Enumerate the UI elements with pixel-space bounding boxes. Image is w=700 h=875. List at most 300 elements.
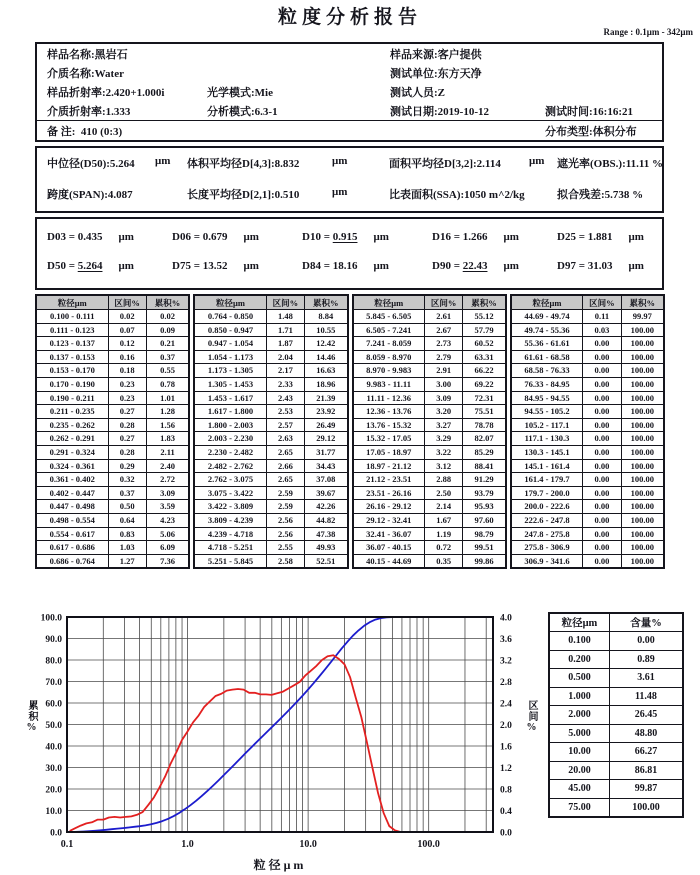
- x-axis-tick: 1.0: [181, 839, 194, 850]
- cumulative-cell: 88.41: [463, 459, 506, 473]
- cumulative-cell: 75.51: [463, 405, 506, 419]
- table-row: [511, 391, 664, 405]
- cumulative-cell: 0.21: [146, 337, 189, 351]
- table-row: [353, 323, 506, 337]
- cumulative-cell: 1.01: [146, 391, 189, 405]
- column-header: 累积%: [463, 295, 506, 310]
- right-axis-tick: 2.4: [500, 699, 512, 710]
- size-range-cell: 1.800 - 2.003: [194, 418, 266, 432]
- interval-cell: 0.00: [583, 527, 621, 541]
- interval-cell: 2.63: [266, 432, 304, 446]
- column-header: 粒径μm: [511, 295, 583, 310]
- interval-cell: 0.72: [425, 541, 463, 555]
- size-range-cell: 0.764 - 0.850: [194, 310, 266, 324]
- cumulative-cell: 100.00: [621, 486, 664, 500]
- table-row: [194, 350, 347, 364]
- size-range-cell: 306.9 - 341.6: [511, 554, 583, 568]
- size-range-cell: 32.41 - 36.07: [353, 527, 425, 541]
- cumulative-cell: 99.97: [621, 310, 664, 324]
- interval-cell: 2.58: [266, 554, 304, 568]
- interval-cell: 2.61: [425, 310, 463, 324]
- interval-cell: 0.83: [108, 527, 146, 541]
- size-range-cell: 8.970 - 9.983: [353, 364, 425, 378]
- interval-cell: 0.00: [583, 445, 621, 459]
- test-time: 测试时间:16:16:21: [545, 106, 633, 118]
- table-row: [511, 323, 664, 337]
- cumulative-cell: 10.55: [305, 323, 348, 337]
- size-range-cell: 275.8 - 306.9: [511, 541, 583, 555]
- dvalue-number: 22.43: [462, 260, 488, 272]
- table-row: [511, 405, 664, 419]
- cumulative-cell: 2.72: [146, 473, 189, 487]
- cumulative-cell: 0.78: [146, 377, 189, 391]
- size-range-cell: 5.845 - 6.505: [353, 310, 425, 324]
- content-cell: 0.89: [609, 650, 683, 669]
- table-row: [36, 473, 189, 487]
- right-axis-tick: 0.0: [500, 828, 512, 839]
- table-row: [549, 706, 683, 725]
- obscuration: 遮光率(OBS.):11.11 %: [557, 157, 664, 170]
- dvalue-item: [172, 231, 259, 243]
- table-row: [549, 724, 683, 743]
- cumulative-cell: 52.51: [305, 554, 348, 568]
- table-row: [36, 323, 189, 337]
- table-row: [194, 405, 347, 419]
- size-range-cell: 21.12 - 23.51: [353, 473, 425, 487]
- table-row: [353, 554, 506, 568]
- dvalue-number: 18.16: [332, 260, 358, 272]
- table-header-row: [353, 295, 506, 310]
- interval-cell: 0.12: [108, 337, 146, 351]
- interval-cell: 0.00: [583, 486, 621, 500]
- d32-unit: μm: [529, 154, 545, 167]
- dvalue-item: [47, 231, 134, 243]
- cumulative-cell: 3.59: [146, 500, 189, 514]
- cumulative-cell: 100.00: [621, 377, 664, 391]
- interval-cell: 0.00: [583, 473, 621, 487]
- cumulative-cell: 0.09: [146, 323, 189, 337]
- dvalue-number: 5.264: [77, 260, 103, 272]
- table-row: [194, 445, 347, 459]
- cumulative-cell: 82.07: [463, 432, 506, 446]
- size-range-cell: 11.11 - 12.36: [353, 391, 425, 405]
- size-range-cell: 68.58 - 76.33: [511, 364, 583, 378]
- cumulative-cell: 60.52: [463, 337, 506, 351]
- table-row: [511, 418, 664, 432]
- table-header-row: [549, 613, 683, 632]
- size-range-cell: 117.1 - 130.3: [511, 432, 583, 446]
- volume-mean-diameter: 体积平均径D[4,3]:8.832: [187, 157, 300, 170]
- dvalue-item: [432, 260, 519, 272]
- size-range-cell: 0.190 - 0.211: [36, 391, 108, 405]
- dvalue-name: D10 =: [302, 231, 333, 243]
- sample-info-box: [35, 42, 664, 142]
- table-row: [549, 687, 683, 706]
- size-range-cell: 200.0 - 222.6: [511, 500, 583, 514]
- size-range-cell: 15.32 - 17.05: [353, 432, 425, 446]
- cumulative-cell: 63.31: [463, 350, 506, 364]
- table-row: [511, 310, 664, 324]
- dvalue-name: D06 =: [172, 231, 203, 243]
- interval-cell: 2.53: [266, 405, 304, 419]
- cumulative-cell: 100.00: [621, 391, 664, 405]
- size-cell: 20.00: [549, 761, 609, 780]
- table-row: [549, 632, 683, 651]
- table-row: [511, 554, 664, 568]
- distribution-group-table: [510, 294, 665, 569]
- interval-cell: 0.18: [108, 364, 146, 378]
- interval-cell: 2.66: [266, 459, 304, 473]
- size-range-cell: 0.262 - 0.291: [36, 432, 108, 446]
- interval-cell: 2.59: [266, 500, 304, 514]
- column-header: 区间%: [425, 295, 463, 310]
- size-range-cell: 13.76 - 15.32: [353, 418, 425, 432]
- size-range-cell: 0.850 - 0.947: [194, 323, 266, 337]
- interval-cell: 3.27: [425, 418, 463, 432]
- left-axis-tick: 10.0: [45, 807, 62, 817]
- table-row: [511, 541, 664, 555]
- table-row: [36, 513, 189, 527]
- cumulative-cell: 12.42: [305, 337, 348, 351]
- size-cell: 1.000: [549, 687, 609, 706]
- column-header: 累积%: [146, 295, 189, 310]
- cumulative-cell: 95.93: [463, 500, 506, 514]
- left-axis-tick: 100.0: [40, 613, 62, 624]
- interval-cell: 2.79: [425, 350, 463, 364]
- interval-cell: 0.00: [583, 405, 621, 419]
- size-range-cell: 130.3 - 145.1: [511, 445, 583, 459]
- cumulative-cell: 0.37: [146, 350, 189, 364]
- dvalue-name: D25 =: [557, 231, 588, 243]
- stats-row: [37, 186, 662, 204]
- interval-cell: 0.00: [583, 513, 621, 527]
- size-cell: 10.00: [549, 743, 609, 762]
- table-row: [353, 459, 506, 473]
- content-cell: 0.00: [609, 632, 683, 651]
- cumulative-cell: 98.79: [463, 527, 506, 541]
- cumulative-cell: 39.67: [305, 486, 348, 500]
- distribution-group-table: [352, 294, 507, 569]
- cumulative-cell: 1.28: [146, 405, 189, 419]
- table-row: [36, 418, 189, 432]
- content-cell: 11.48: [609, 687, 683, 706]
- interval-cell: 0.23: [108, 391, 146, 405]
- size-range-cell: 44.69 - 49.74: [511, 310, 583, 324]
- size-range-cell: 49.74 - 55.36: [511, 323, 583, 337]
- cumulative-cell: 37.08: [305, 473, 348, 487]
- size-range-cell: 0.211 - 0.235: [36, 405, 108, 419]
- interval-cell: 3.29: [425, 432, 463, 446]
- median-unit: μm: [155, 154, 171, 167]
- left-axis-tick: 50.0: [45, 721, 62, 731]
- table-row: [511, 527, 664, 541]
- interval-cell: 1.71: [266, 323, 304, 337]
- table-row: [36, 364, 189, 378]
- interval-cell: 3.09: [425, 391, 463, 405]
- interval-cell: 0.27: [108, 405, 146, 419]
- column-header: 区间%: [108, 295, 146, 310]
- table-row: [353, 432, 506, 446]
- table-row: [511, 486, 664, 500]
- cumulative-cell: 6.09: [146, 541, 189, 555]
- interval-cell: 2.67: [425, 323, 463, 337]
- size-range-cell: 0.402 - 0.447: [36, 486, 108, 500]
- interval-cell: 1.48: [266, 310, 304, 324]
- size-range-cell: 0.170 - 0.190: [36, 377, 108, 391]
- size-range-cell: 2.230 - 2.482: [194, 445, 266, 459]
- table-row: [549, 798, 683, 817]
- right-axis-title: 区间%: [526, 700, 537, 734]
- size-range-cell: 1.305 - 1.453: [194, 377, 266, 391]
- interval-cell: 0.00: [583, 377, 621, 391]
- interval-cell: 0.00: [583, 541, 621, 555]
- table-row: [36, 459, 189, 473]
- left-axis-tick: 80.0: [45, 656, 62, 667]
- size-range-cell: 4.718 - 5.251: [194, 541, 266, 555]
- size-range-cell: 0.291 - 0.324: [36, 445, 108, 459]
- span-value: 跨度(SPAN):4.087: [47, 189, 133, 202]
- table-row: [511, 364, 664, 378]
- analysis-mode: 分析模式:6.3-1: [207, 106, 278, 118]
- median-diameter: 中位径(D50):5.264: [47, 157, 135, 170]
- right-axis-tick: 0.4: [500, 807, 512, 817]
- table-row: [194, 377, 347, 391]
- left-axis-title: 累积%: [26, 700, 37, 734]
- dvalue-unit: μm: [503, 260, 519, 272]
- dvalue-item: [302, 260, 389, 272]
- sample-source: 样品来源:客户提供: [390, 49, 482, 61]
- table-header-row: [36, 295, 189, 310]
- cumulative-cell: 100.00: [621, 337, 664, 351]
- size-range-cell: 0.554 - 0.617: [36, 527, 108, 541]
- table-row: [194, 541, 347, 555]
- distribution-group-table: [35, 294, 190, 569]
- column-header: 累积%: [305, 295, 348, 310]
- table-row: [511, 513, 664, 527]
- table-row: [353, 445, 506, 459]
- interval-cell: 3.12: [425, 459, 463, 473]
- table-row: [353, 337, 506, 351]
- interval-cell: 0.28: [108, 445, 146, 459]
- size-range-cell: 0.498 - 0.554: [36, 513, 108, 527]
- dvalues-box: [35, 217, 664, 290]
- cumulative-cell: 85.29: [463, 445, 506, 459]
- table-row: [194, 527, 347, 541]
- cumulative-cell: 42.26: [305, 500, 348, 514]
- interval-cell: 0.27: [108, 432, 146, 446]
- content-cell: 66.27: [609, 743, 683, 762]
- stats-row: [37, 155, 662, 173]
- right-axis-tick: 4.0: [500, 613, 512, 624]
- dvalue-unit: μm: [118, 260, 134, 272]
- left-axis-tick: 70.0: [45, 678, 62, 688]
- table-row: [194, 554, 347, 568]
- cumulative-cell: 29.12: [305, 432, 348, 446]
- left-axis-tick: 0.0: [50, 828, 62, 839]
- interval-cell: 2.73: [425, 337, 463, 351]
- cumulative-cell: 78.78: [463, 418, 506, 432]
- size-range-cell: 0.111 - 0.123: [36, 323, 108, 337]
- dvalue-item: [557, 260, 644, 272]
- table-row: [194, 391, 347, 405]
- size-range-cell: 6.505 - 7.241: [353, 323, 425, 337]
- column-header: 粒径μm: [194, 295, 266, 310]
- size-range-cell: 8.059 - 8.970: [353, 350, 425, 364]
- interval-cell: 0.23: [108, 377, 146, 391]
- column-header: 区间%: [583, 295, 621, 310]
- size-range-cell: 7.241 - 8.059: [353, 337, 425, 351]
- cumulative-cell: 0.55: [146, 364, 189, 378]
- table-row: [549, 650, 683, 669]
- table-row: [36, 500, 189, 514]
- dvalue-unit: μm: [503, 231, 519, 243]
- size-range-cell: 0.617 - 0.686: [36, 541, 108, 555]
- table-row: [194, 473, 347, 487]
- size-range-cell: 26.16 - 29.12: [353, 500, 425, 514]
- cumulative-cell: 100.00: [621, 554, 664, 568]
- interval-cell: 0.37: [108, 486, 146, 500]
- size-content-table: [548, 612, 684, 818]
- interval-cell: 0.16: [108, 350, 146, 364]
- interval-cell: 2.17: [266, 364, 304, 378]
- cumulative-cell: 72.31: [463, 391, 506, 405]
- distribution-type: 分布类型:体积分布: [545, 126, 637, 138]
- column-header: 累积%: [621, 295, 664, 310]
- cumulative-cell: 34.43: [305, 459, 348, 473]
- size-range-cell: 4.239 - 4.718: [194, 527, 266, 541]
- cumulative-cell: 100.00: [621, 418, 664, 432]
- cumulative-cell: 4.23: [146, 513, 189, 527]
- size-range-cell: 0.361 - 0.402: [36, 473, 108, 487]
- dvalue-name: D16 =: [432, 231, 463, 243]
- test-unit: 测试单位:东方天净: [390, 68, 482, 80]
- x-axis-title: 粒径μm: [253, 858, 307, 872]
- cumulative-cell: 31.77: [305, 445, 348, 459]
- cumulative-cell: 100.00: [621, 350, 664, 364]
- column-header: 粒径μm: [36, 295, 108, 310]
- content-cell: 99.87: [609, 780, 683, 799]
- size-range-cell: 84.95 - 94.55: [511, 391, 583, 405]
- dvalue-number: 13.52: [202, 260, 228, 272]
- cumulative-cell: 57.79: [463, 323, 506, 337]
- dvalue-name: D97 =: [557, 260, 588, 272]
- particle-size-chart: [30, 606, 545, 875]
- table-row: [194, 310, 347, 324]
- size-range-cell: 1.173 - 1.305: [194, 364, 266, 378]
- table-row: [194, 432, 347, 446]
- info-row: [37, 63, 662, 82]
- table-row: [36, 554, 189, 568]
- cumulative-cell: 100.00: [621, 364, 664, 378]
- size-range-cell: 94.55 - 105.2: [511, 405, 583, 419]
- interval-cell: 0.03: [583, 323, 621, 337]
- cumulative-cell: 69.22: [463, 377, 506, 391]
- cumulative-cell: 16.63: [305, 364, 348, 378]
- dvalue-item: [47, 260, 134, 272]
- table-row: [511, 350, 664, 364]
- size-range-cell: 18.97 - 21.12: [353, 459, 425, 473]
- left-axis-tick: 90.0: [45, 635, 62, 645]
- table-row: [353, 377, 506, 391]
- interval-cell: 3.20: [425, 405, 463, 419]
- size-range-cell: 0.123 - 0.137: [36, 337, 108, 351]
- cumulative-cell: 55.12: [463, 310, 506, 324]
- interval-cell: 0.64: [108, 513, 146, 527]
- table-row: [353, 513, 506, 527]
- size-range-cell: 12.36 - 13.76: [353, 405, 425, 419]
- table-row: [549, 743, 683, 762]
- size-cell: 0.200: [549, 650, 609, 669]
- cumulative-cell: 0.02: [146, 310, 189, 324]
- table-row: [511, 377, 664, 391]
- medium-refractive-index: 介质折射率:1.333: [47, 106, 131, 118]
- dvalue-item: [432, 231, 519, 243]
- size-range-cell: 0.447 - 0.498: [36, 500, 108, 514]
- size-cell: 2.000: [549, 706, 609, 725]
- cumulative-cell: 47.38: [305, 527, 348, 541]
- cumulative-cell: 18.96: [305, 377, 348, 391]
- table-row: [36, 310, 189, 324]
- table-row: [353, 527, 506, 541]
- size-range-cell: 0.947 - 1.054: [194, 337, 266, 351]
- interval-cell: 2.04: [266, 350, 304, 364]
- cumulative-cell: 100.00: [621, 500, 664, 514]
- dvalue-unit: μm: [373, 231, 389, 243]
- interval-cell: 2.50: [425, 486, 463, 500]
- interval-cell: 1.67: [425, 513, 463, 527]
- dvalue-number: 1.266: [462, 231, 488, 243]
- cumulative-cell: 100.00: [621, 527, 664, 541]
- size-range-cell: 3.422 - 3.809: [194, 500, 266, 514]
- cumulative-cell: 3.09: [146, 486, 189, 500]
- size-range-cell: 2.482 - 2.762: [194, 459, 266, 473]
- table-row: [36, 432, 189, 446]
- interval-cell: 0.00: [583, 391, 621, 405]
- table-row: [194, 418, 347, 432]
- size-range-cell: 3.809 - 4.239: [194, 513, 266, 527]
- dvalue-unit: μm: [118, 231, 134, 243]
- cumulative-cell: 100.00: [621, 445, 664, 459]
- right-axis-tick: 2.8: [500, 678, 512, 688]
- size-range-cell: 40.15 - 44.69: [353, 554, 425, 568]
- dvalue-name: D90 =: [432, 260, 463, 272]
- interval-cell: 2.33: [266, 377, 304, 391]
- cumulative-cell: 2.40: [146, 459, 189, 473]
- table-header-row: [194, 295, 347, 310]
- interval-cell: 1.19: [425, 527, 463, 541]
- dvalue-item: [172, 260, 259, 272]
- right-axis-tick: 2.0: [500, 721, 512, 731]
- size-range-cell: 0.235 - 0.262: [36, 418, 108, 432]
- interval-cell: 3.00: [425, 377, 463, 391]
- size-range-cell: 55.36 - 61.61: [511, 337, 583, 351]
- table-row: [511, 500, 664, 514]
- size-range-cell: 3.075 - 3.422: [194, 486, 266, 500]
- size-cell: 5.000: [549, 724, 609, 743]
- right-axis-tick: 1.2: [500, 764, 512, 774]
- dvalue-item: [557, 231, 644, 243]
- interval-cell: 0.00: [583, 418, 621, 432]
- table-row: [36, 391, 189, 405]
- table-row: [353, 364, 506, 378]
- right-axis-tick: 0.8: [500, 785, 512, 796]
- table-row: [36, 486, 189, 500]
- size-range-cell: 0.686 - 0.764: [36, 554, 108, 568]
- interval-cell: 2.65: [266, 445, 304, 459]
- d43-unit: μm: [332, 154, 348, 167]
- size-range-cell: 0.153 - 0.170: [36, 364, 108, 378]
- size-range-cell: 76.33 - 84.95: [511, 377, 583, 391]
